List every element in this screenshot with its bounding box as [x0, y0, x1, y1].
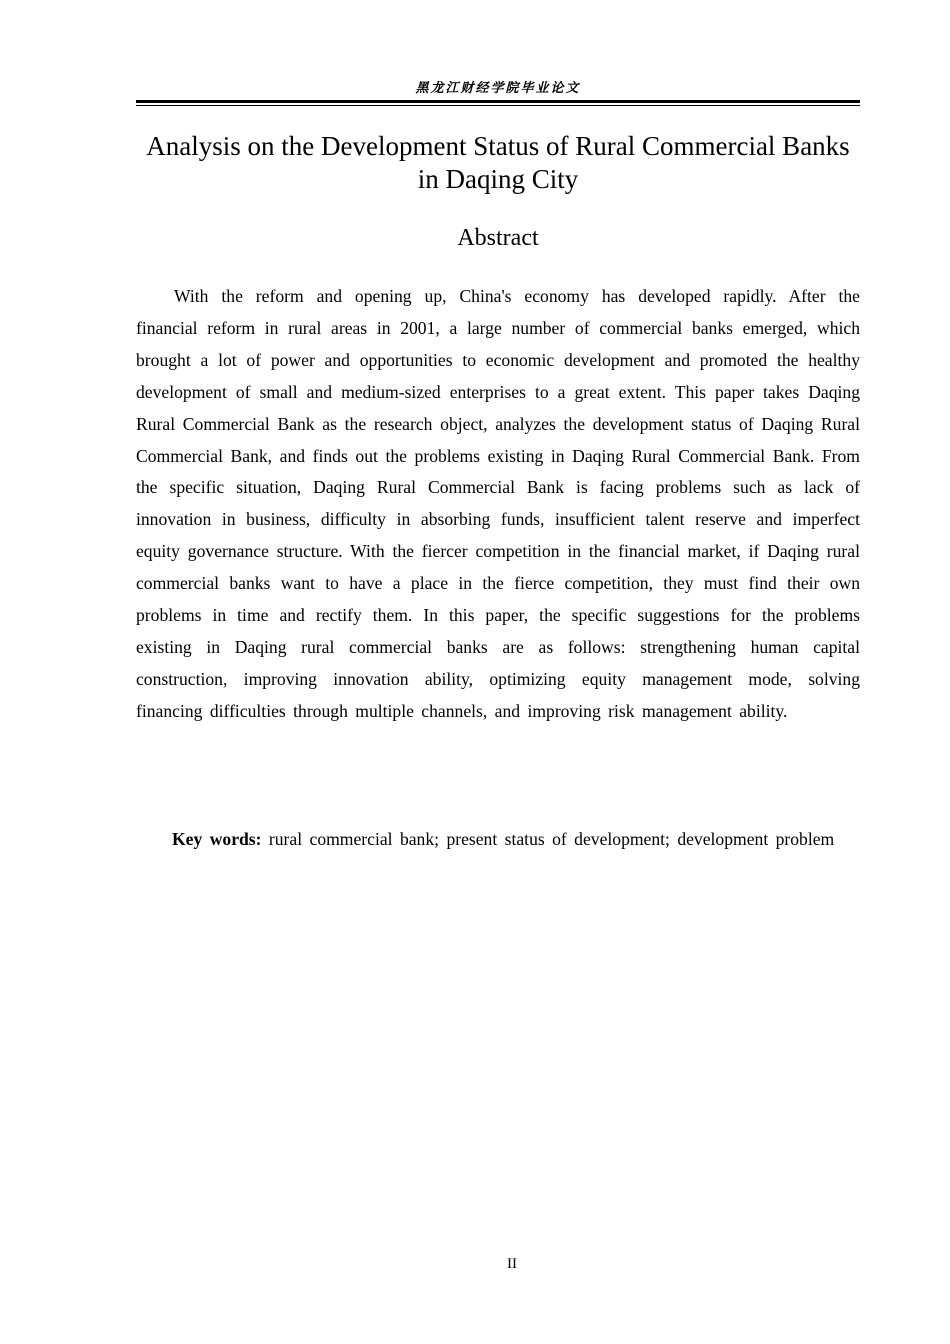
header-rule-thin — [136, 105, 860, 106]
abstract-heading: Abstract — [457, 225, 539, 251]
header-rule-thick — [136, 100, 860, 103]
paper-title: Analysis on the Development Status of Rural Commercial Banks in Daqing City — [146, 131, 850, 194]
keywords-paragraph — [136, 823, 852, 855]
keywords-label: Key words: — [172, 829, 262, 849]
page-number: II — [507, 1256, 517, 1272]
abstract-body: With the reform and opening up, China's economy has developed rapidly. After the financial reform in rural areas in 2001, a large number of commercial banks emerged, which brought a lot of power and opportunities to economic development and promoted the healthy development of small and medium-sized enterprises to a great extent. This paper takes Daqing Rural Commercial Bank as the research object, analyzes the development status of Daqing Rural Commercial Bank, and finds out the problems existing in Daqing Rural Commercial Bank. From the specific situation, Daqing Rural Commercial Bank is facing problems such as lack of innovation in business, difficulty in absorbing funds, insufficient talent reserve and imperfect equity governance structure. With the fiercer competition in the financial market, if Daqing rural commercial banks want to have a place in the fierce competition, they must find their own problems in time and rectify them. In this paper, the specific suggestions for the problems existing in Daqing rural commercial banks are as follows: strengthening human capital construction, improving innovation ability, optimizing equity management mode, solving financing difficulties through multiple channels, and improving risk management ability. — [136, 286, 860, 721]
running-header: 黑龙江财经学院毕业论文 — [415, 81, 581, 96]
keywords-text: rural commercial bank; present status of development; development problem — [268, 829, 835, 849]
